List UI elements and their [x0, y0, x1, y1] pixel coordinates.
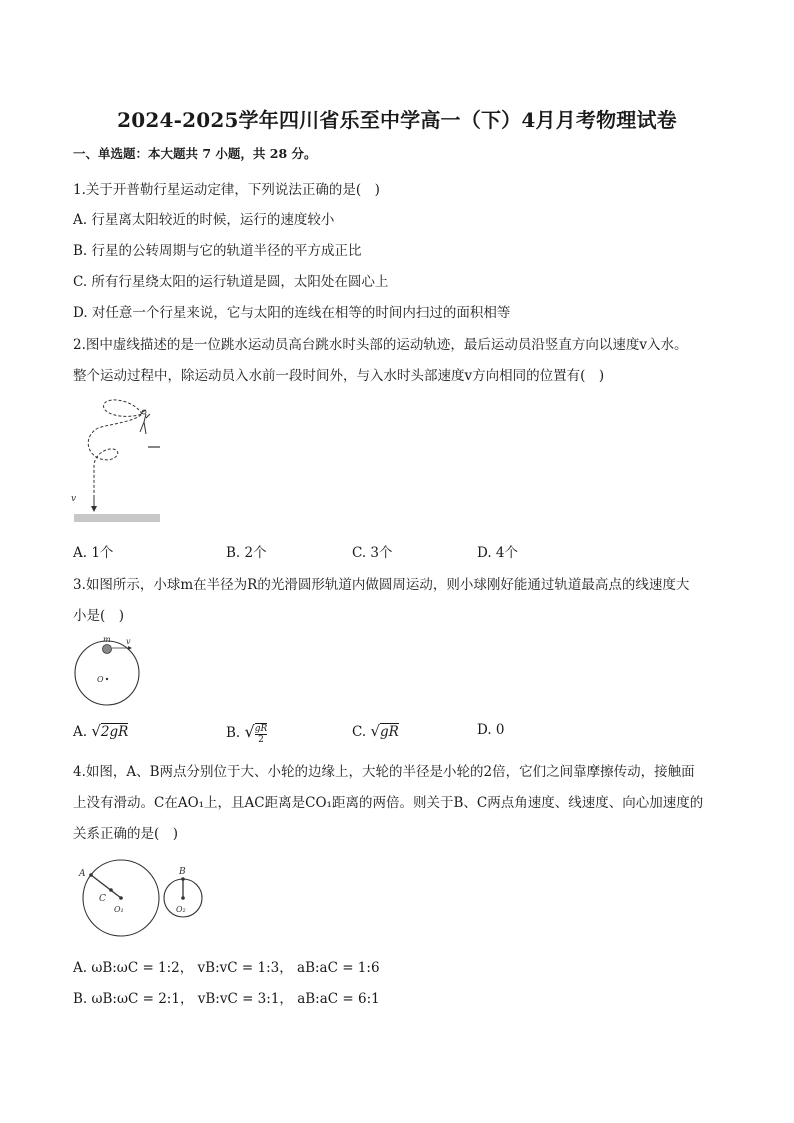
q3-fig-m-label: m [103, 635, 111, 644]
section-heading: 一、单选题：本大题共 7 小题，共 28 分。 [73, 146, 317, 161]
q2-option-d[interactable]: D. 4个 [477, 545, 519, 561]
q1-stem: 1.关于开普勒行星运动定律，下列说法正确的是( ) [73, 182, 380, 198]
q2-diver-figure [64, 392, 174, 528]
q3-options [73, 722, 733, 748]
q3-option-d[interactable]: D. 0 [477, 722, 505, 738]
q3-option-a-prefix: A. [73, 724, 92, 740]
q4-wheels-figure [74, 858, 214, 942]
q4-stem-line3: 关系正确的是( ) [73, 826, 179, 842]
q4-fig-label-b: B [179, 867, 186, 877]
q2-stem-line1: 2.图中虚线描述的是一位跳水运动员高台跳水时头部的运动轨迹，最后运动员沿竖直方向以速度v入水。 [73, 337, 688, 353]
q4-fig-label-o1: O₁ [114, 905, 124, 914]
q3-option-a[interactable]: A. √2gR [73, 722, 129, 740]
q3-fig-o-label: O [97, 675, 104, 684]
q3-option-b-num: gR [254, 723, 268, 734]
q4-fig-label-o2: O₂ [176, 905, 186, 914]
q1-option-c[interactable]: C. 所有行星绕太阳的运行轨道是圆，太阳处在圆心上 [73, 274, 389, 290]
q2-option-c[interactable]: C. 3个 [352, 545, 393, 561]
q3-option-b-den: 2 [258, 734, 264, 745]
q4-stem-line2: 上没有滑动。C在AO₁上，且AC距离是CO₁距离的两倍。则关于B、C两点角速度、线速度、向心加速度的 [73, 795, 704, 811]
q3-option-c-expr: gR [380, 724, 399, 740]
q1-option-b[interactable]: B. 行星的公转周期与它的轨道半径的平方成正比 [73, 243, 362, 259]
q3-stem-line1: 3.如图所示，小球m在半径为R的光滑圆形轨道内做圆周运动，则小球刚好能通过轨道最高点的线速度大 [73, 577, 690, 593]
q4-fig-label-c: C [99, 894, 106, 904]
q3-option-c-prefix: C. [352, 724, 371, 740]
q3-option-b-prefix: B. [226, 725, 245, 741]
q3-circle-track-figure [70, 632, 150, 708]
exam-title: 2024-2025学年四川省乐至中学高一（下）4月月考物理试卷 [117, 108, 677, 132]
q1-option-d[interactable]: D. 对任意一个行星来说，它与太阳的连线在相等的时间内扫过的面积相等 [73, 305, 511, 321]
q3-fig-v-label: v [126, 637, 131, 646]
q3-stem-line2: 小是( ) [73, 608, 125, 624]
q2-fig-v-label: v [71, 494, 77, 504]
q3-option-a-expr: 2gR [100, 724, 129, 740]
q2-options [73, 541, 733, 563]
q3-option-b[interactable]: B. √ $\frac{gR}{2}$ [226, 722, 268, 745]
q4-fig-label-a: A [79, 869, 86, 879]
q3-option-c[interactable]: C. √gR [352, 722, 399, 740]
q1-option-a[interactable]: A. 行星离太阳较近的时候，运行的速度较小 [73, 212, 335, 228]
q2-option-a[interactable]: A. 1个 [73, 545, 114, 561]
q2-option-b[interactable]: B. 2个 [226, 545, 267, 561]
q4-option-a[interactable]: A. ωB:ωC = 1:2， vB:vC = 1:3， aB:aC = 1:6 [73, 960, 380, 976]
q4-option-b[interactable]: B. ωB:ωC = 2:1， vB:vC = 3:1， aB:aC = 6:1 [73, 991, 380, 1007]
q4-stem-line1: 4.如图，A、B两点分别位于大、小轮的边缘上，大轮的半径是小轮的2倍，它们之间靠摩擦传动，接触面 [73, 764, 695, 780]
q2-stem-line2: 整个运动过程中，除运动员入水前一段时间外，与入水时头部速度v方向相同的位置有( ) [73, 368, 605, 384]
